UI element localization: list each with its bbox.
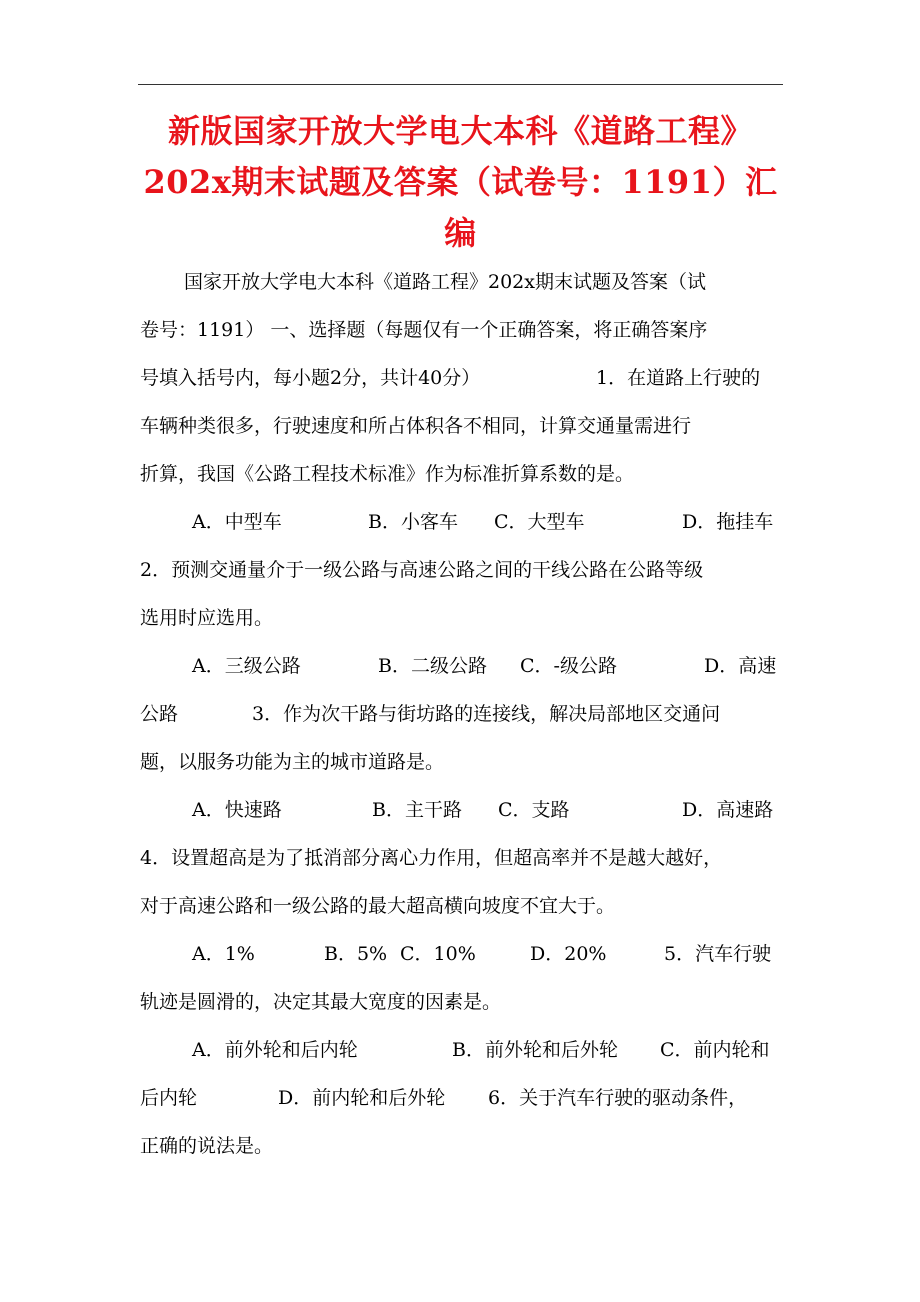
option-a: A．中型车 <box>192 511 282 533</box>
options-line <box>140 498 783 546</box>
intro-text: 国家开放大学电大本科《道路工程》202x期末试题及答案（试 <box>184 271 706 293</box>
option-c: C．大型车 <box>494 511 585 533</box>
title-line-3: 编 <box>444 214 477 252</box>
option-a: A．前外轮和后内轮 <box>192 1039 358 1061</box>
option-c: C．前内轮和 <box>660 1039 770 1061</box>
body-line <box>140 402 783 450</box>
question-text: 折算，我国《公路工程技术标准》作为标准折算系数的是。 <box>140 463 635 485</box>
option-b: B．二级公路 <box>378 655 487 677</box>
question-text: 轨迹是圆滑的，决定其最大宽度的因素是。 <box>140 991 502 1013</box>
option-a: A．快速路 <box>192 799 282 821</box>
option-a: A．1% <box>192 943 255 965</box>
option-d: D．高速 <box>704 655 777 677</box>
body-line <box>140 834 783 882</box>
question-text: 选用时应选用。 <box>140 607 274 629</box>
option-a: A．三级公路 <box>192 655 301 677</box>
option-b: B．5% <box>324 943 388 965</box>
option-c: C．支路 <box>498 799 570 821</box>
option-d: D．前内轮和后外轮 <box>278 1087 446 1109</box>
option-b: B．小客车 <box>368 511 458 533</box>
body-line <box>140 882 783 930</box>
document-body <box>140 258 783 1170</box>
body-line <box>140 690 783 738</box>
option-b: B．前外轮和后外轮 <box>452 1039 618 1061</box>
body-line <box>140 258 783 306</box>
option-c-continued: 后内轮 <box>140 1087 198 1109</box>
option-d-continued: 公路 <box>140 703 179 725</box>
body-line <box>140 450 783 498</box>
question-1-text: 1．在道路上行驶的 <box>596 367 761 389</box>
question-6-text: 6．关于汽车行驶的驱动条件， <box>488 1087 748 1109</box>
body-line <box>140 738 783 786</box>
instructions-text: 号填入括号内，每小题2分，共计40分） <box>140 367 481 389</box>
question-4-text: 4．设置超高是为了抵消部分离心力作用，但超高率并不是越大越好， <box>140 847 723 869</box>
question-text: 正确的说法是。 <box>140 1135 274 1157</box>
body-line <box>140 1074 783 1122</box>
options-line <box>140 930 783 978</box>
body-line <box>140 978 783 1026</box>
title-line-1: 新版国家开放大学电大本科《道路工程》 <box>167 112 753 150</box>
body-line <box>140 306 783 354</box>
body-line <box>140 1122 783 1170</box>
section-heading-text: 卷号：1191） 一、选择题（每题仅有一个正确答案，将正确答案序 <box>140 319 708 341</box>
question-text: 对于高速公路和一级公路的最大超高横向坡度不宜大于。 <box>140 895 616 917</box>
header-rule <box>138 84 783 85</box>
option-d: D．拖挂车 <box>682 511 774 533</box>
option-d: D．20% <box>530 943 607 965</box>
question-text: 车辆种类很多，行驶速度和所占体积各不相同，计算交通量需进行 <box>140 415 692 437</box>
options-line <box>140 1026 783 1074</box>
option-b: B．主干路 <box>372 799 462 821</box>
body-line <box>140 546 783 594</box>
page-title <box>138 106 783 259</box>
option-d: D．高速路 <box>682 799 774 821</box>
option-c: C．-级公路 <box>520 655 617 677</box>
title-line-2: 202x期末试题及答案（试卷号：1191）汇 <box>143 163 778 201</box>
options-line <box>140 642 783 690</box>
option-c: C．10% <box>400 943 476 965</box>
body-line <box>140 354 783 402</box>
question-2-text: 2．预测交通量介于一级公路与高速公路之间的干线公路在公路等级 <box>140 559 704 581</box>
body-line <box>140 594 783 642</box>
options-line <box>140 786 783 834</box>
question-text: 题，以服务功能为主的城市道路是。 <box>140 751 445 773</box>
question-5-text: 5．汽车行驶 <box>664 943 772 965</box>
question-3-text: 3．作为次干路与街坊路的连接线，解决局部地区交通问 <box>252 703 721 725</box>
